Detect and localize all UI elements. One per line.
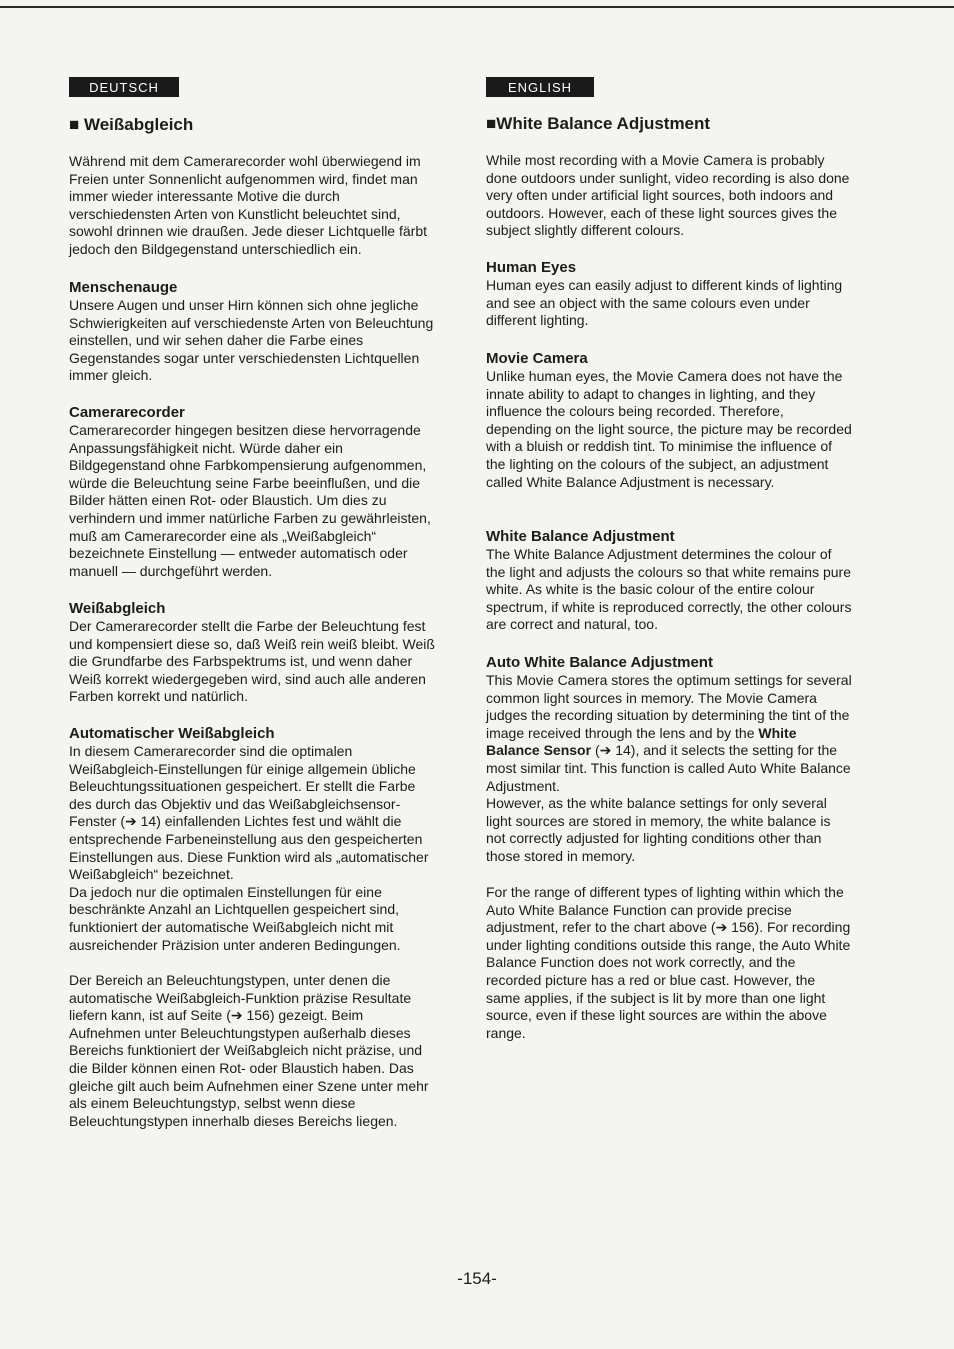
heading-weissabgleich: Weißabgleich <box>69 600 166 617</box>
paragraph-auto-white-balance-2: However, as the white balance settings for only several light sources are stored in memory, the white balance is not correctly adjusted for lighting conditions other than those stored in memory. <box>486 795 831 864</box>
paragraph-auto-white-balance-1 <box>486 672 852 795</box>
paragraph-automatischer-weissabgleich-1: In diesem Camerarecorder sind die optimalen Weißabgleich-Einstellungen für einige allgemein übliche Beleuchtungssituationen gespeichert. Er stellt die Farbe des durch das Objektiv und das Weißabgleichsensor-Fenster (➔ 14) einfallenden Lichtes fest und wählt die entsprechende Farbeneinstellung aus den gespeicherten Einstellungen aus. Diese Funktion wird als „automatischer Weißabgleich“ bezeichnet. <box>69 743 429 883</box>
language-tab-deutsch: DEUTSCH <box>69 77 179 97</box>
paragraph-menschenauge: Unsere Augen und unser Hirn können sich ohne jegliche Schwierigkeiten auf verschiedenste Arten von Beleuchtung einstellen, und wir sehen daher die Farbe eines Gegenstandes sogar unter verschiedensten Lichtquellen immer gleich. <box>69 297 434 384</box>
paragraph-movie-camera: Unlike human eyes, the Movie Camera does not have the innate ability to adapt to changes in lighting, and they influence the colours being recorded. Therefore, depending on the light source, the picture may be recorded with a bluish or reddish tint. To minimise the influence of the lighting on the colours of the subject, an adjustment called White Balance Adjustment is necessary. <box>486 368 852 490</box>
heading-white-balance-adjustment: White Balance Adjustment <box>486 528 675 545</box>
white-balance-sensor-term: White Balance Sensor <box>486 724 797 759</box>
heading-automatischer-weissabgleich: Automatischer Weißabgleich <box>69 725 275 742</box>
intro-paragraph-de: Während mit dem Camerarecorder wohl überwiegend im Freien unter Sonnenlicht aufgenommen wird, findet man immer wieder interessante Motive die durch verschiedensten Arten von Kunstlicht beleuchtet sind, sowohl drinnen wie draußen. Jede dieser Lichtquelle färbt jedoch den Bildgegenstand unterschiedlich ein. <box>69 153 427 257</box>
heading-auto-white-balance-adjustment: Auto White Balance Adjustment <box>486 654 713 671</box>
paragraph-automatischer-weissabgleich-2: Da jedoch nur die optimalen Einstellungen für eine beschränkte Anzahl an Lichtquellen gespeichert sind, funktioniert der automatische Weißabgleich nicht mit ausreichender Präzision unter anderen Bedingungen. <box>69 883 401 953</box>
section-title-de: ■ Weißabgleich <box>69 115 194 134</box>
paragraph-human-eyes: Human eyes can easily adjust to different kinds of lighting and see an object with the same colours even under different lighting. <box>486 277 843 329</box>
intro-paragraph-en: While most recording with a Movie Camera is probably done outdoors under sunlight, video recording is also done very often under artificial light sources, both indoors and outdoors. However, each of these light sources gives the subject slightly different colours. <box>486 152 850 239</box>
paragraph-auto-white-balance-3: For the range of different types of lighting within which the Auto White Balance Function can provide precise adjustment, refer to the chart above (➔ 156). For recording under lighting conditions outside this range, the Auto White Balance Function does not work correctly, and the recorded picture has a red or blue cast. However, the same applies, if the subject is lit by more than one light source, even if these light sources are within the above range. <box>486 884 851 1041</box>
heading-menschenauge: Menschenauge <box>69 279 178 296</box>
page-number: -154- <box>457 1269 497 1288</box>
paragraph-camerarecorder: Camerarecorder hingegen besitzen diese hervorragende Anpassungsfähigkeit nicht. Würde daher ein Bildgegenstand ohne Farbkompensierung aufgenommen, würde die Beleuchtung seine Farbe beeinflußen, und die Bilder hätten einen Rot- oder Blaustich. Um dies zu verhindern und immer natürliche Farben zu gewährleisten, muß am Camerarecorder eine als „Weißabgleich“ bezeichnete Einstellung — entweder automatisch oder manuell — durchgeführt werden. <box>69 422 431 579</box>
paragraph-automatischer-weissabgleich-3: Der Bereich an Beleuchtungstypen, unter denen die automatische Weißabgleich-Funktion präzise Resultate liefern kann, ist auf Seite (➔ 156) gezeigt. Beim Aufnehmen unter Beleuchtungstypen außerhalb dieses Bereichs funktioniert der Weißabgleich nicht präzise, und die Bilder können einen Rot- oder Blaustich haben. Das gleiche gilt auch beim Aufnehmen einer Szene unter mehr als einem Beleuchtungstyp, selbst wenn diese Beleuchtungstypen innerhalb dieses Bereichs liegen. <box>69 972 429 1129</box>
section-title-en: ■White Balance Adjustment <box>486 114 711 133</box>
text-run: This Movie Camera stores the optimum settings for several common light sources in memory. The Movie Camera judges the recording situation by determining the tint of the image received through the lens and by the <box>486 672 852 741</box>
text-run: (➔ 14), and it selects the setting for the most similar tint. This function is called Auto White Balance Adjustment. <box>486 742 851 794</box>
paragraph-weissabgleich: Der Camerarecorder stellt die Farbe der Beleuchtung fest und kompensiert diese so, daß Weiß rein weiß bleibt. Weiß die Grundfarbe des Farbspektrums ist, und wenn daher Weiß korrekt wiedergegeben wird, sind auch alle anderen Farben korrekt und natürlich. <box>69 618 435 705</box>
top-rule <box>0 6 954 8</box>
paragraph-white-balance-adjustment: The White Balance Adjustment determines the colour of the light and adjusts the colours so that white remains pure white. As white is the basic colour of the entire colour spectrum, if white is reproduced correctly, the other colours are correct and natural, too. <box>486 546 852 633</box>
heading-human-eyes: Human Eyes <box>486 259 577 276</box>
heading-movie-camera: Movie Camera <box>486 350 588 367</box>
language-tab-english: ENGLISH <box>486 77 594 97</box>
heading-camerarecorder: Camerarecorder <box>69 404 185 421</box>
